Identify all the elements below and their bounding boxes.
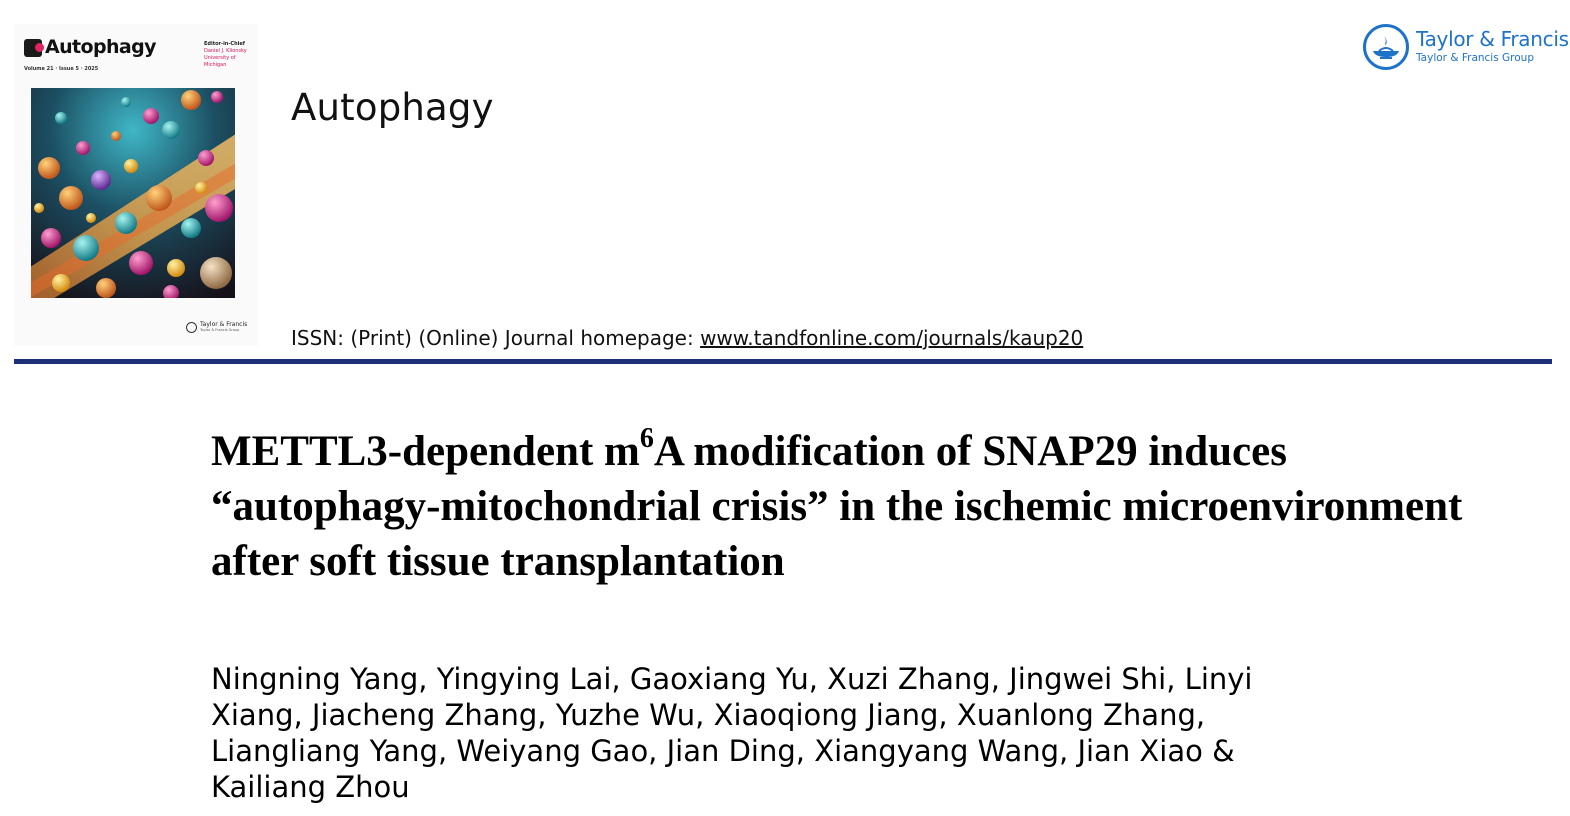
cover-volume-issue: Volume 21 · Issue 5 · 2025 [24,66,99,72]
issn-homepage-line [291,326,1083,350]
article-title-part2: A modification of SNAP29 induces “autophagy-mitochondrial crisis” in the ischemic microenvironment after soft tissue transplantation [211,428,1463,585]
article-title-superscript: 6 [639,423,654,454]
cover-editor-name: Daniel J. Klionsky [204,48,247,54]
publisher-name: Taylor & Francis [1416,27,1569,51]
cover-editor-block [204,41,256,69]
cover-publisher-name: Taylor & Francis [200,321,248,328]
article-authors: Ningning Yang, Yingying Lai, Gaoxiang Yu, Xuzi Zhang, Jingwei Shi, Linyi Xiang, Jiacheng Zhang, Yuzhe Wu, Xiaoqiong Jiang, Xuanlong Zhang, Liangliang Yang, Weiyang Gao, Jian Ding, Xiangyang Wang, Jian Xiao & Kailiang Zhou [211,662,1253,804]
issn-text: ISSN: (Print) (Online) Journal homepage: [291,326,701,350]
cover-artwork-image [31,88,235,298]
publisher-logo-icon [1363,24,1409,70]
cover-publisher-mark [186,321,246,335]
oil-lamp-icon [1366,27,1406,67]
journal-cover [14,24,258,346]
cover-artwork [31,88,235,298]
cover-editor-label: Editor-in-Chief [204,41,245,47]
header-divider [14,359,1552,364]
article-title-part1: METTL3-dependent m [211,428,640,475]
cover-editor-affiliation: University of Michigan [204,55,236,68]
article-title [211,424,1471,589]
journal-logo-icon [24,39,42,57]
publisher-group: Taylor & Francis Group [1416,52,1534,64]
publisher-logo[interactable] [1363,24,1569,70]
publisher-mini-icon [186,322,197,333]
journal-homepage-link[interactable]: www.tandfonline.com/journals/kaup20 [700,326,1084,350]
cover-publisher-group: Taylor & Francis Group [200,328,240,332]
cover-header [24,36,254,92]
journal-name: Autophagy [291,86,494,129]
cover-journal-title: Autophagy [45,36,156,58]
